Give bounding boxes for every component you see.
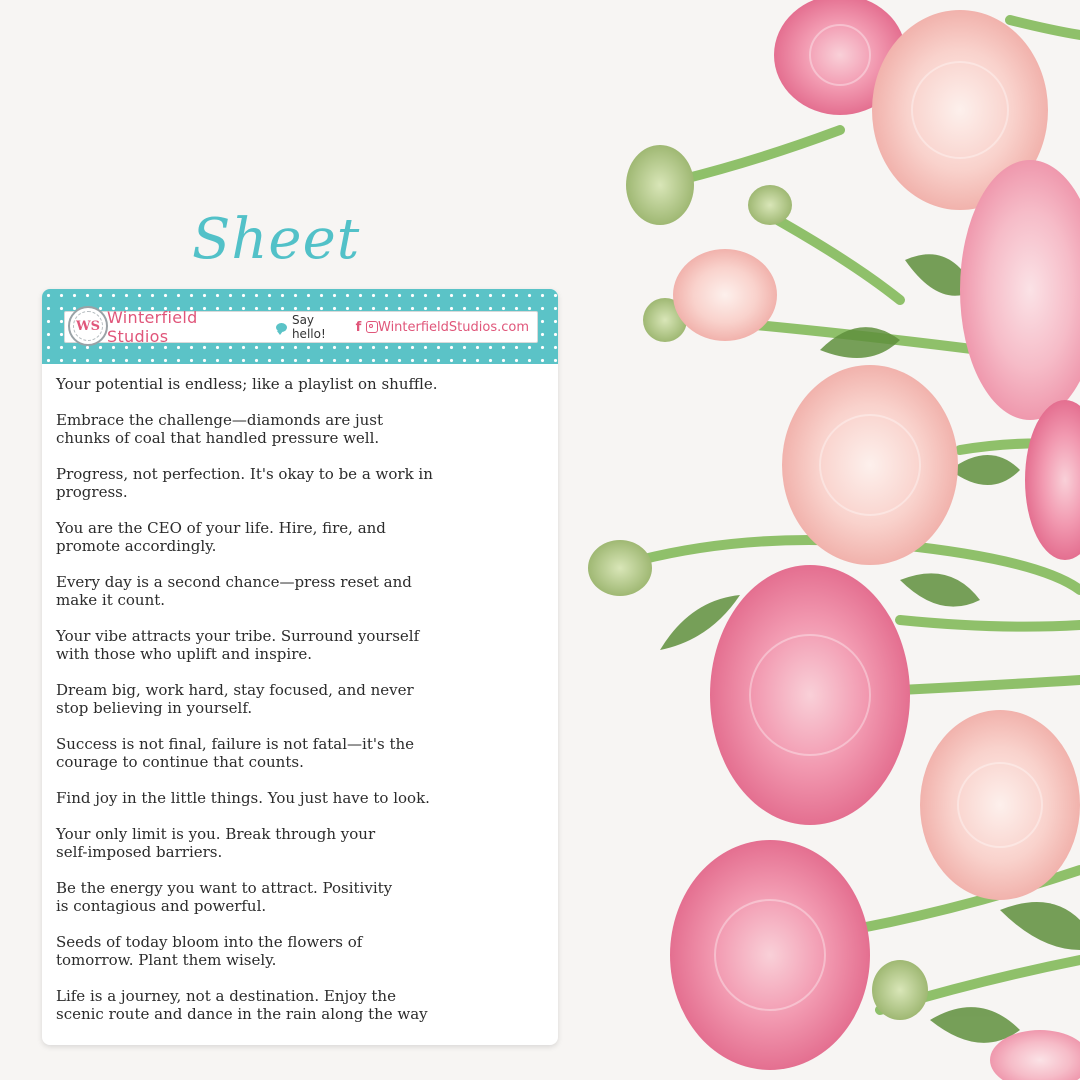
quote-item <box>56 825 546 861</box>
quote-line: Success is not final, failure is not fatal—it's the <box>56 735 415 753</box>
quote-line: is contagious and powerful. <box>56 897 267 915</box>
quote-line: Embrace the challenge—diamonds are just <box>56 411 384 429</box>
quote-line: scenic route and dance in the rain along the way <box>56 1005 428 1023</box>
quote-item <box>56 789 546 807</box>
quote-item <box>56 411 546 447</box>
polka-dot-header <box>42 289 558 364</box>
quote-line: Your vibe attracts your tribe. Surround yourself <box>56 627 420 645</box>
quote-line: Your potential is endless; like a playlist on shuffle. <box>56 375 438 393</box>
quote-item <box>56 519 546 555</box>
quote-item <box>56 735 546 771</box>
chat-bubble-icon <box>276 323 287 332</box>
quote-item <box>56 681 546 717</box>
quote-line: Seeds of today bloom into the flowers of <box>56 933 363 951</box>
instagram-icon[interactable] <box>366 321 378 333</box>
quote-item <box>56 879 546 915</box>
quote-line: make it count. <box>56 591 166 609</box>
quote-line: Every day is a second chance—press reset and <box>56 573 412 591</box>
quote-line: Life is a journey, not a destination. Enjoy the <box>56 987 396 1005</box>
quote-line: chunks of coal that handled pressure well. <box>56 429 380 447</box>
quote-item <box>56 573 546 609</box>
quote-line: Your only limit is you. Break through your <box>56 825 376 843</box>
quote-line: promote accordingly. <box>56 537 217 555</box>
sticker-sheet-card <box>42 289 558 1045</box>
say-hello <box>276 313 378 341</box>
quote-item <box>56 987 546 1023</box>
quote-line: with those who uplift and inspire. <box>56 645 313 663</box>
quote-line: Be the energy you want to attract. Positivity <box>56 879 393 897</box>
quote-line: self-imposed barriers. <box>56 843 223 861</box>
quote-line: progress. <box>56 483 128 501</box>
facebook-icon[interactable]: f <box>355 319 362 335</box>
logo-text: WS <box>76 318 100 334</box>
brand-banner <box>64 308 538 346</box>
quote-line: You are the CEO of your life. Hire, fire, and <box>56 519 386 537</box>
quote-line: Find joy in the little things. You just have to look. <box>56 789 430 807</box>
sheet-title: Sheet <box>192 207 361 272</box>
quote-item <box>56 933 546 969</box>
quote-line: Progress, not perfection. It's okay to be a work in <box>56 465 433 483</box>
say-hello-text: Say hello! <box>291 313 326 341</box>
quote-line: stop believing in yourself. <box>56 699 253 717</box>
quote-line: Dream big, work hard, stay focused, and never <box>56 681 414 699</box>
website-link[interactable]: WinterfieldStudios.com <box>378 319 529 335</box>
ws-logo <box>68 306 108 346</box>
quote-list <box>56 375 546 1041</box>
quote-line: tomorrow. Plant them wisely. <box>56 951 277 969</box>
quote-line: courage to continue that counts. <box>56 753 304 771</box>
quote-item <box>56 627 546 663</box>
quote-item <box>56 465 546 501</box>
brand-name: Winterfield Studios <box>107 308 198 346</box>
quote-item <box>56 375 546 393</box>
